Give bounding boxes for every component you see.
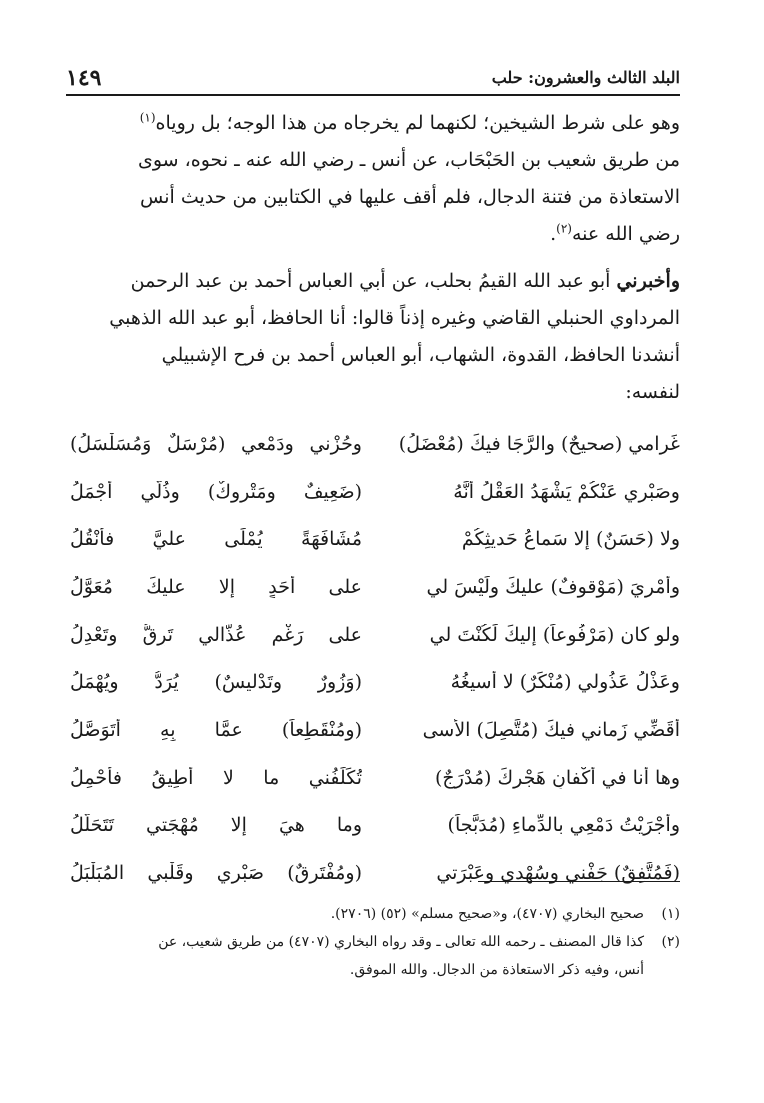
- hemistich-first: وعَذْلُ عَذُولي (مُنْكَرٌ) لا أُسيغُهُ: [450, 671, 680, 694]
- hemistich-first: وصَبْري عَنْكُمْ يَشْهَدُ العَقْلُ أنَّهُ: [453, 480, 680, 503]
- paragraph-1-line: [70, 216, 680, 253]
- hemistich-second: وحُزْني ودَمْعي (مُرْسَلٌ وَمُسَلْسَلُ): [70, 432, 362, 455]
- hemistich-second: تُكَلِّفُني ما لا أُطِيقُ فأحْمِلُ: [70, 766, 362, 789]
- poem-couplet: [70, 754, 680, 802]
- poem-couplet: [70, 515, 680, 563]
- footnote-2-continuation: أنس، وفيه ذكر الاستعاذة من الدجال. والله الموفق.: [349, 962, 644, 978]
- hemistich-first: أُقَضِّي زَماني فيكَ (مُتَّصِلَ) الأسى: [422, 718, 680, 741]
- footnote-number: (٢): [661, 934, 680, 950]
- hemistich-second: على رَغْمِ عُذَّالي تَرِقُّ وتَعْدِلُ: [70, 623, 362, 646]
- header-divider: [66, 94, 680, 96]
- poem-couplet: [70, 611, 680, 659]
- footnote-text: صحيح البخاري (٤٧٠٧)، و«صحيح مسلم» (٥٢) (٢٧٠٦).: [330, 906, 644, 922]
- footnotes: [70, 900, 680, 984]
- line-text: رضي الله عنه: [571, 223, 680, 245]
- paragraph-1-line: [70, 105, 680, 142]
- poem-couplet: [70, 468, 680, 516]
- hemistich-first: (فَمُتَّفِقٌ) جَفْني وسُهْدي وعَبْرَتي: [436, 862, 680, 885]
- hemistich-first: وها أنا في أكْفانِ هَجْرِكَ (مُدْرَجٌ): [435, 766, 680, 789]
- poem-couplet: [70, 802, 680, 850]
- footnote-1: [70, 900, 680, 928]
- hemistich-second: (ومُنْقَطِعاً) عمَّا بِهِ أتَوَصَّلُ: [70, 718, 362, 741]
- footnote-number: (١): [661, 906, 680, 922]
- poem-couplet: [70, 420, 680, 468]
- poem-couplet: [70, 849, 680, 897]
- hemistich-first: ولو كان (مَرْفُوعاً) إليكَ لَكُنْتَ لي: [429, 623, 680, 646]
- paragraph-1-line: من طريق شعيب بن الحَبْحَاب، عن أنس ـ رضي الله عنه ـ نحوه، سوى: [138, 149, 680, 171]
- page-header: [66, 58, 680, 92]
- hemistich-second: على أحَدٍ إلا عليكَ مُعَوَّلُ: [70, 575, 362, 598]
- line-text: أبو عبد الله القيمُ بحلب، عن أبي العباس أحمد بن عبد الرحمن: [130, 270, 617, 292]
- hemistich-second: (وَزُورٌ وتَدْليسٌ) يُرَدُّ ويُهْمَلُ: [70, 671, 362, 694]
- line-text: .: [550, 223, 557, 245]
- footnote-2: [70, 928, 680, 956]
- paragraph-1-line: الاستعاذة من فتنة الدجال، فلم أقف عليها في الكتابين من حديث أنس: [140, 186, 680, 208]
- poem-couplet: [70, 706, 680, 754]
- hemistich-second: مُشَافَهَةً يُمْلَى عليَّ فأنْقُلُ: [70, 528, 362, 551]
- paragraph-2-line: المرداوي الحنبلي القاضي وغيره إذناً قالوا: أنا الحافظ، أبو عبد الله الذهبي: [109, 307, 680, 329]
- footnote-ref-1[interactable]: (١): [139, 110, 156, 125]
- poem-couplet: [70, 658, 680, 706]
- hemistich-second: (ومُفْتَرِقٌ) صَبْري وقَلْبي المُبَلْبَلُ: [70, 862, 362, 885]
- poem-couplet: [70, 563, 680, 611]
- hemistich-second: (ضَعِيفٌ ومَتْروكٌ) وذُلّي أجْمَلُ: [70, 480, 362, 503]
- poem: [70, 420, 680, 897]
- hemistich-first: وأمْرِيَ (مَوْقوفٌ) عليكَ ولَيْسَ لي: [426, 575, 680, 598]
- footnote-divider: [478, 881, 680, 882]
- line-text: وهو على شرط الشيخين؛ لكنهما لم يخرجاه من هذا الوجه؛ بل روياه: [155, 112, 680, 134]
- hemistich-first: وأجْرَيْتُ دَمْعِي بالدِّماءِ (مُدَبَّجاً): [447, 814, 680, 837]
- running-head: البلد الثالث والعشرون: حلب: [491, 68, 680, 87]
- hemistich-first: ولا (حَسَنٌ) إلا سَماعُ حَديثِكُمْ: [461, 528, 680, 551]
- hemistich-first: غَرامي (صحيحٌ) والرَّجَا فيكَ (مُعْضَلُ): [398, 432, 680, 455]
- hemistich-second: وما هيَ إلا مُهْجَتي تَتَحَلَّلُ: [70, 814, 362, 837]
- paragraph-2: [70, 263, 680, 411]
- paragraph-2-line: [70, 263, 680, 300]
- footnote-text: كذا قال المصنف ـ رحمه الله تعالى ـ وقد رواه البخاري (٤٧٠٧) من طريق شعيب، عن: [158, 934, 644, 950]
- footnote-ref-2[interactable]: (٢): [556, 221, 572, 236]
- paragraph-2-line: لنفسه:: [625, 381, 680, 403]
- paragraph-2-lead: وأخبرني: [616, 270, 680, 292]
- page-number: ١٤٩: [66, 65, 102, 91]
- paragraph-2-line: أنشدنا الحافظ، القدوة، الشهاب، أبو العباس أحمد بن فرح الإشبيلي: [161, 344, 680, 366]
- paragraph-1: [70, 105, 680, 253]
